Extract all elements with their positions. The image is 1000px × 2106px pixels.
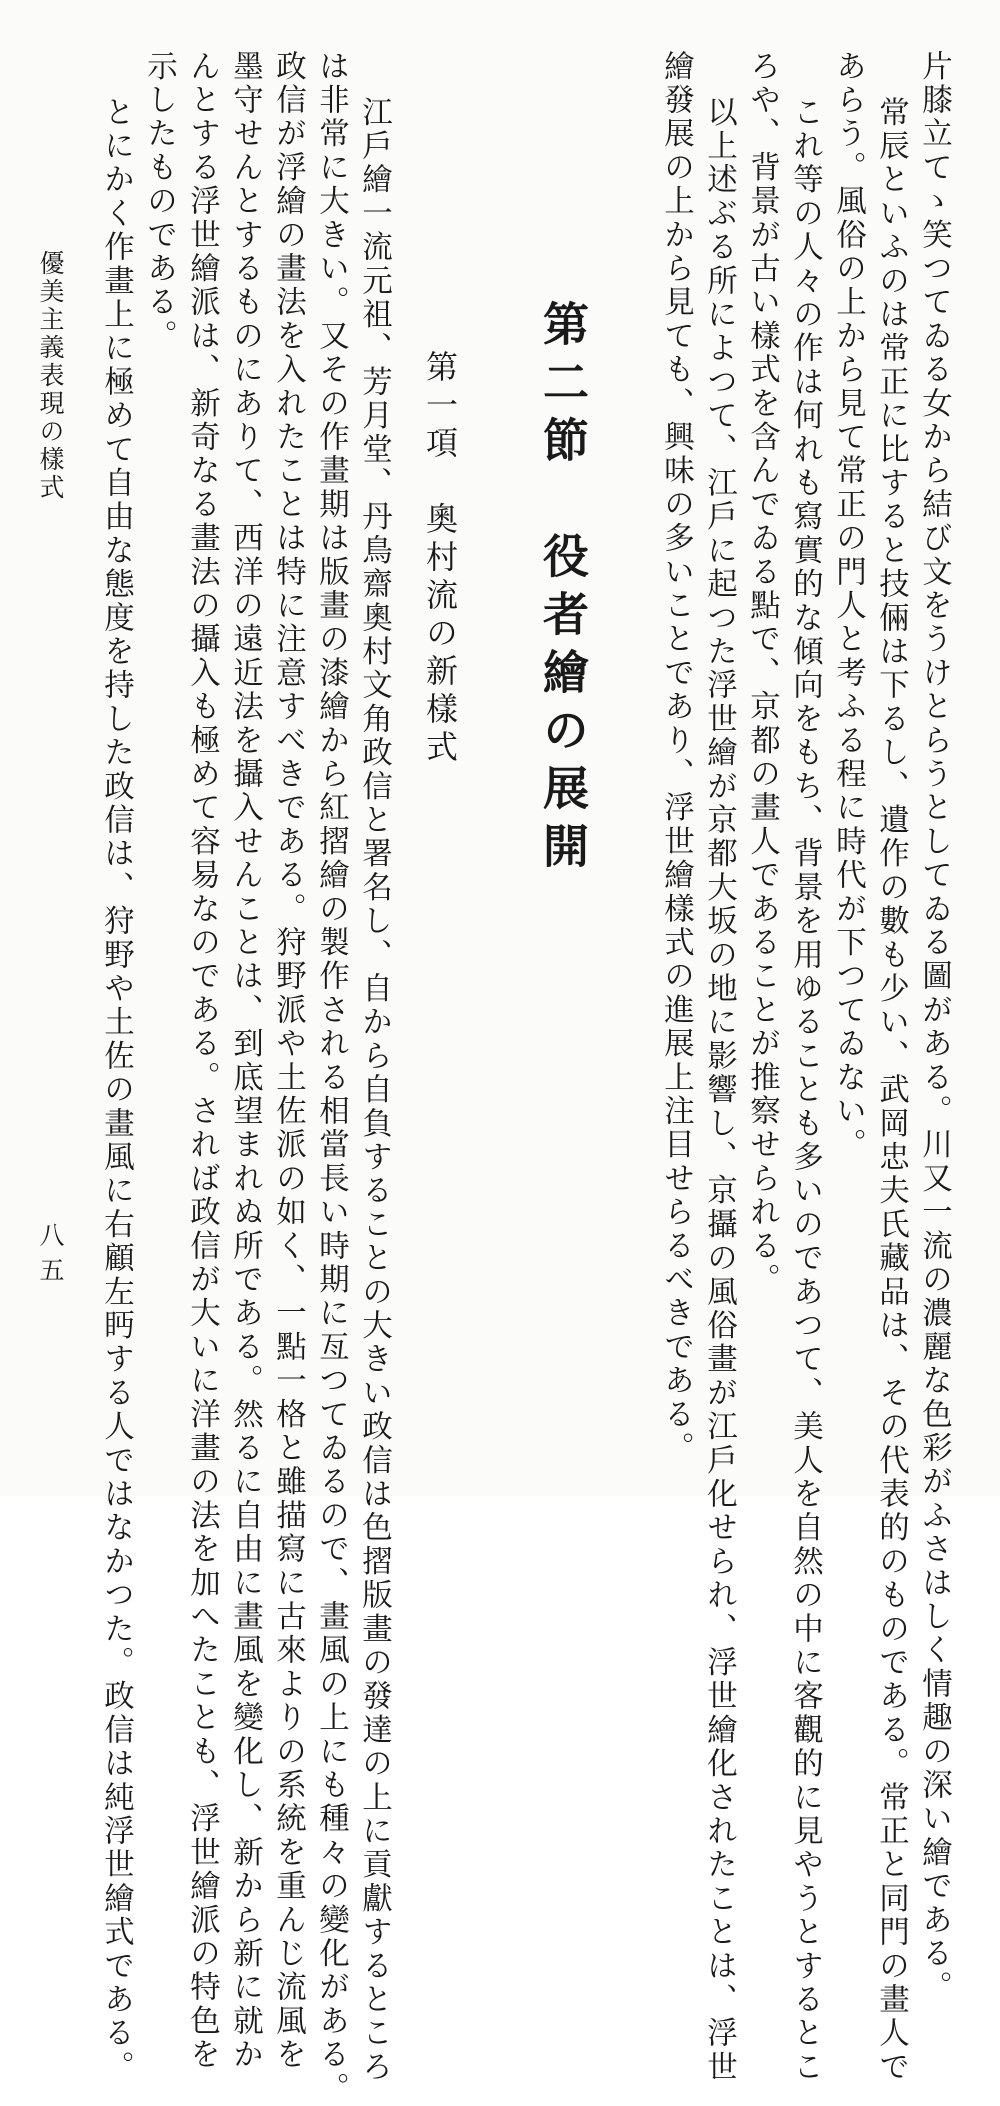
text-line-14: とにかく作畫上に極めて自由な態度を持した政信は、狩野や土佐の畫風に右顧左眄する人ではなかつた。政信は純浮世繪式である。: [98, 96, 134, 2085]
running-title: 優美主義表現の樣式: [36, 250, 65, 502]
text-line-7: 繪發展の上から見ても、興味の多いことであり、浮世繪樣式の進展上注目せらるべきである。: [658, 50, 694, 1466]
text-line-5: ろや、背景が古い樣式を含んでゐる點で、京都の畫人であることが推察せられる。: [744, 50, 780, 1297]
subsection-heading: 第一項 奧村流の新樣式: [421, 350, 459, 768]
text-line-6: 以上述ぶる所によつて、江戶に起つた浮世繪が京都大坂の地に影響し、京攝の風俗畫が江戶化せられ、浮世繪化されたことは、浮世: [701, 96, 737, 2085]
text-line-3: あらう。風俗の上から見て常正の門人と考ふる程に時代が下つてゐない。: [830, 50, 866, 1163]
text-line-10: 政信が浮繪の畫法を入れたことは特に注意すべきである。狩野派や土佐派の如く、一點一格と雖描寫に古來よりの系統を重んじ流風を: [270, 50, 306, 2072]
text-line-9: は非常に大きい。又その作畫期は版畫の漆繪から紅摺繪の製作される相當長い時期に亙つてゐるので、畫風の上にも種々の變化がある。: [313, 50, 349, 2106]
section-heading: 第二節 役者繪の展開: [536, 300, 590, 880]
text-line-12: んとする浮世繪派は、新奇なる畫法の攝入も極めて容易なのである。されば政信が大いに洋畫の法を加へたことも、浮世繪派の特色を: [184, 50, 220, 2072]
text-line-4: これ等の人々の作は何れも寫實的な傾向をもち、背景を用ゆることも多いのであつて、美人を自然の中に客觀的に見やうとするとこ: [787, 96, 823, 2085]
text-line-8: 江戶繪一流元祖、芳月堂、丹鳥齋奧村文角政信と署名し、自から自負することの大きい政信は色摺版畫の發達の上に貢獻するところ: [356, 96, 392, 2085]
text-line-13: 示したものである。: [141, 50, 177, 354]
text-line-1: 片膝立てゝ笑つてゐる女から結び文をうけとらうとしてゐる圖がある。川又一流の濃麗な色彩がふさはしく情趣の深い繪である。: [916, 50, 952, 2005]
text-line-2: 常辰といふのは常正に比すると技倆は下るし、遺作の數も少い、武岡忠夫氏藏品は、その代表的のものである。常正と同門の畫人で: [873, 96, 909, 2085]
text-line-11: 墨守せんとするものにありて、西洋の遠近法を攝入せんことは、到底望まれぬ所である。然るに自由に畫風を變化し、新から新に就か: [227, 50, 263, 2072]
page-number: 八五: [36, 1222, 65, 1292]
